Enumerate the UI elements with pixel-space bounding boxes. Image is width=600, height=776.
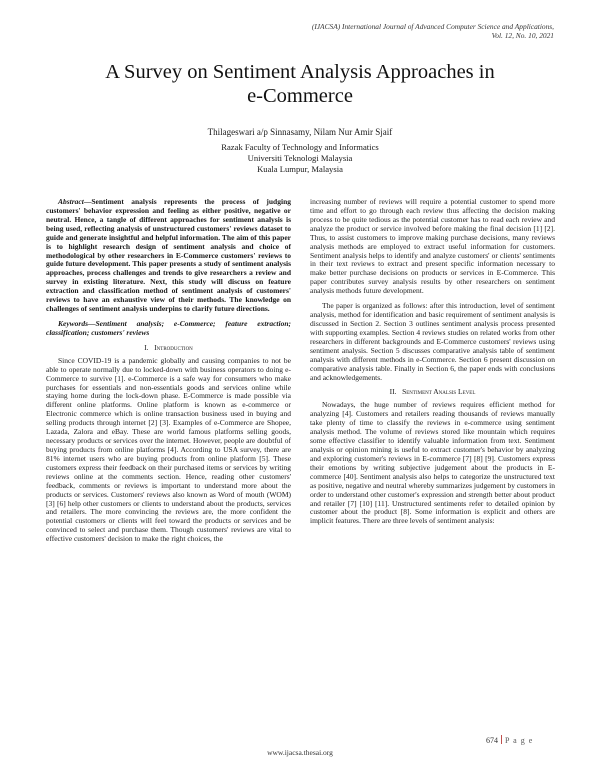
page-number [486,735,533,745]
paper-title-line-1: A Survey on Sentiment Analysis Approaches in [105,61,495,83]
affiliation-line: Universiti Teknologi Malaysia [247,153,353,163]
keywords-label: Keywords [58,318,88,328]
author-block [100,127,500,175]
author-names: Thilageswari a/p Sinnasamy, Nilam Nur Amir Sjaif [207,127,393,137]
journal-name: (IJACSA) International Journal of Advanced Computer Science and Applications, [311,22,554,31]
intro-paragraph: Since COVID-19 is a pandemic globally and causing companies to not be able to operate normally due to locked-down with business operators to doing e-Commerce to survive [1]. e-Commerce is a safe way for consumers who make purchases for essentials and non-essentials goods and services online while staying home during the lock-down phase. E-Commerce is made possible via different online platforms. Online platform is known as e-commerce or Electronic commerce which is online transaction business used in buying and selling products through internet [2] [3]. Examples of e-Commerce are Shopee, Lazada, Zalora and eBay. These are world famous platforms selling goods, necessary products or services over the internet. However, people are doubtful of buying products from online platforms [4]. According to USA survey, there are 81% internet users who are buying products from online platform [5]. These customers express their feedback on their purchased items or services by writing reviews online at the comments section. Hence, reading other customers' feedback, comments or reviews is important to understand more about the products or services. Customers' reviews also known as Word of mouth (WOM) [3] [6] help other customers or clients to understand about the products, services and retailers. The more convincing the reviews are, the more confident the potential customers or clients will feel toward the products or services and be convinced to select and purchase them. Though customers' reviews are vital to effective customers' decision to make the right choices, the [46,355,291,544]
footer-url: www.ijacsa.thesai.org [267,748,333,757]
body-paragraph: Nowadays, the huge number of reviews requires efficient method for analyzing [4]. Customers and retailers reading thousands of reviews manually take plenty of time to classify the reviews in e-commerce using sentiment analysis method. The volume of reviews stored like mountain which requires some effective classifier to identify valuable information from text. Sentiment analysis or opinion mining is useful to extract customer's behavior by analyzing and exploring customer's reviews in E-commerce [7] [8] [9]. Customers express their emotions by writing subjective judgement about the products in E-commerce [40]. Sentiment analysis also helps to categorize the unstructured text as positive, negative and neutral whereby summarizes judgement by customers in order to understand other customer's expression and strength better about product and retailer [7] [10] [11]. Unstructured sentiments refer to detailed opinion by customer about the product [8]. Some information is explicit and others are implicit features. There are three levels of sentiment analysis: [310,400,555,526]
page-label: P a g e [505,736,534,745]
journal-volume: Vol. 12, No. 10, 2021 [491,31,554,40]
abstract-label: Abstract [58,197,84,206]
paper-title [40,60,560,108]
section-heading-introduction: I. Introduction [144,342,193,352]
body-paragraph: increasing number of reviews will require a potential customer to spend more time and effort to go through each review thus affecting the decision making process to be quite tedious as the potential customer has to read each review and analyze the product or service involved before making the final decision [1] [2]. Thus, to assist customers to improve making purchase decisions, many reviews analysis methods are employed to extract useful information for customers. Sentiment analysis helps to identify and analyze customers' or clients' sentiments in their text reviews to extract and present specific information necessary to make better purchase decisions on products or services in E-Commerce. This paper contributes survey analysis results by other researchers on sentiment analysis methods future development. [310,197,555,296]
section-heading-sentiment-level: II. Sentiment Analsis Level [389,387,476,397]
affiliation-line: Razak Faculty of Technology and Informatics [221,142,379,152]
keywords-text: —Sentiment analysis; e-Commerce; feature extraction; classification; customers' reviews [46,318,291,337]
left-column [46,198,291,544]
affiliation-line: Kuala Lumpur, Malaysia [257,164,343,174]
keywords [46,320,291,338]
abstract [46,198,291,314]
right-column [310,198,555,526]
page-number-value: 674 [486,736,498,745]
journal-header [194,22,554,40]
abstract-text: —Sentiment analysis represents the process of judging customers' behavior expression and feeling as either positive, negative or neutral. Hence, a tangle of different approaches for sentiment analysis is being used, reflecting analysis of unstructured customers' reviews dataset to guide and generate insightful and helpful information. The aim of this paper is to highlight research design of sentiment analysis and choice of methodological by other researchers in E-Commerce customers' reviews to guide future development. This paper presents a study of sentiment analysis approaches, process challenges and trends to give researchers a review and survey in existing literature. Next, this study will discuss on feature extraction and classification method of sentiment analysis of customers' reviews to have an exhaustive view of their methods. The knowledge on challenges of sentiment analysis underpins to clarify future directions. [46,197,291,314]
paper-title-line-2: e-Commerce [247,85,353,107]
body-paragraph: The paper is organized as follows: after this introduction, level of sentiment analysis, method for identification and basic requirement of sentiment analysis is discussed in Section 2. Section 3 outlines sentiment analysis process presented with supporting examples. Section 4 reviews studies on related works from other researchers in different backgrounds and E-Commerce customers' reviews using sentiment analysis. Section 5 discusses comparative analysis table of sentiment analysis with different methods in e-Commerce. Section 6 present discussion on comparative analysis table. Finally in Section 6, the paper ends with conclusions and acknowledgements. [310,301,555,382]
page-number-divider [501,735,502,744]
